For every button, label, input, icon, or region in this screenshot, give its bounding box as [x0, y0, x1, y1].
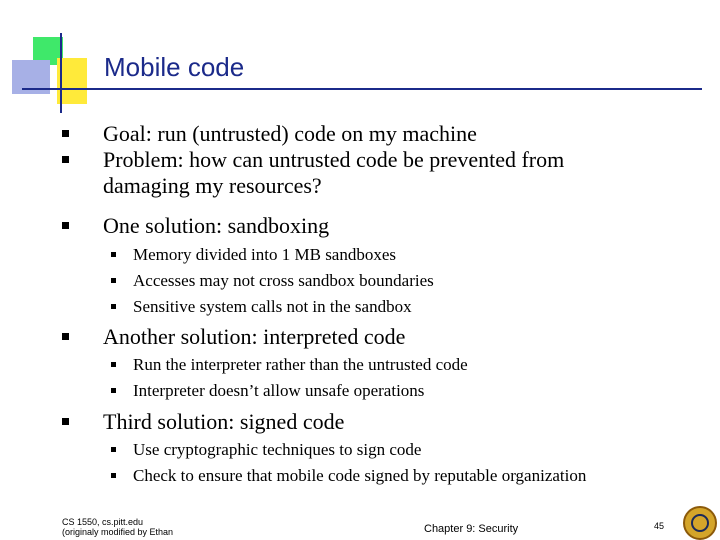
bullet-interpreted: Another solution: interpreted code [103, 324, 406, 349]
sub-bullet-run-interpreter: Run the interpreter rather than the untrusted code [133, 355, 468, 374]
sub-bullet-crypto: Use cryptographic techniques to sign code [133, 440, 422, 459]
bullet-marker [62, 130, 69, 137]
bullet-sandboxing: One solution: sandboxing [103, 213, 330, 238]
sub-bullet-marker [111, 447, 116, 452]
slide-title: Mobile code [104, 52, 245, 82]
sub-bullet-reputable: Check to ensure that mobile code signed by reputable organization [133, 466, 587, 485]
footer-chapter: Chapter 9: Security [424, 523, 519, 535]
sub-bullet-memory: Memory divided into 1 MB sandboxes [133, 245, 397, 264]
bullet-problem-line2: damaging my resources? [103, 173, 322, 198]
footer-course-line1: CS 1550, cs.pitt.edu [62, 517, 144, 527]
decor-vertical-line [60, 33, 62, 113]
sub-bullet-marker [111, 362, 116, 367]
seal-inner-ring [691, 514, 709, 532]
sub-bullet-unsafe-ops: Interpreter doesn’t allow unsafe operations [133, 381, 425, 400]
bullet-problem-line1: Problem: how can untrusted code be prevented from [103, 147, 565, 172]
bullet-marker [62, 156, 69, 163]
sub-bullet-marker [111, 252, 116, 257]
bullet-marker [62, 333, 69, 340]
footer-course-line2: (originaly modified by Ethan [62, 527, 174, 537]
title-underline [22, 88, 702, 90]
bullet-signed: Third solution: signed code [103, 409, 345, 434]
sub-bullet-marker [111, 388, 116, 393]
sub-bullet-syscalls: Sensitive system calls not in the sandbox [133, 297, 412, 316]
sub-bullet-accesses: Accesses may not cross sandbox boundaries [133, 271, 434, 290]
bullet-marker [62, 222, 69, 229]
footer-course [62, 517, 173, 537]
university-seal-icon [683, 506, 717, 540]
sub-bullet-marker [111, 304, 116, 309]
page-number: 45 [654, 521, 665, 531]
sub-bullet-marker [111, 278, 116, 283]
sub-bullet-marker [111, 473, 116, 478]
bullet-marker [62, 418, 69, 425]
bullet-goal: Goal: run (untrusted) code on my machine [103, 121, 477, 146]
